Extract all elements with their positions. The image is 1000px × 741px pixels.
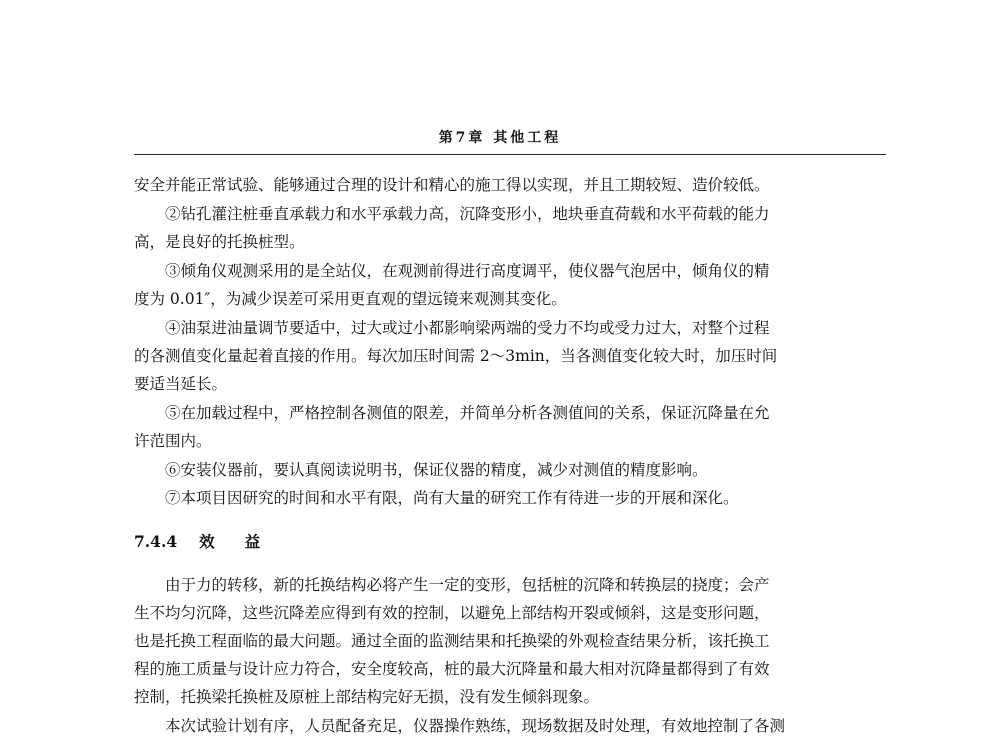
text-line: ④油泵进油量调节要适中，过大或过小都影响梁两端的受力不均或受力过大，对整个过程 xyxy=(165,319,770,337)
text-line: 高，是良好的托换桩型。 xyxy=(134,233,305,251)
text-line: ③倾角仪观测采用的是全站仪，在观测前得进行高度调平，使仪器气泡居中，倾角仪的精 xyxy=(165,262,770,280)
text-line: 本次试验计划有序，人员配备充足，仪器操作熟练，现场数据及时处理，有效地控制了各测 xyxy=(165,717,786,735)
section-heading xyxy=(134,527,290,556)
text-line: 也是托换工程面临的最大问题。通过全面的监测结果和托换梁的外观检查结果分析，该托换工 xyxy=(134,632,770,650)
text-line: 许范围内。 xyxy=(134,432,212,450)
text-line: 度为 0.01″，为减少误差可采用更直观的望远镜来观测其变化。 xyxy=(134,290,567,308)
text-line: ⑤在加载过程中，严格控制各测值的限差，并简单分析各测值间的关系，保证沉降量在允 xyxy=(165,404,770,422)
section-number: 7.4.4 xyxy=(134,532,178,551)
text-line: 的各测值变化量起着直接的作用。每次加压时间需 2～3min，当各测值变化较大时，加压时间 xyxy=(134,347,778,365)
text-line: ⑥安装仪器前，要认真阅读说明书，保证仪器的精度，减少对测值的精度影响。 xyxy=(165,461,708,479)
text-line: ⑦本项目因研究的时间和水平有限，尚有大量的研究工作有待进一步的开展和深化。 xyxy=(165,489,739,507)
text-line: 程的施工质量与设计应力符合，安全度较高，桩的最大沉降量和最大相对沉降量都得到了有效 xyxy=(134,660,770,678)
running-header: 第7章 其他工程 xyxy=(438,130,562,146)
text-line: 由于力的转移，新的托换结构必将产生一定的变形，包括桩的沉降和转换层的挠度；会产 xyxy=(165,576,770,594)
text-line: 安全并能正常试验、能够通过合理的设计和精心的施工得以实现，并且工期较短、造价较低。 xyxy=(134,176,770,194)
header-rule xyxy=(134,154,886,155)
text-line: 要适当延长。 xyxy=(134,375,228,393)
text-line: ②钻孔灌注桩垂直承载力和水平承载力高，沉降变形小，地块垂直荷载和水平荷载的能力 xyxy=(165,205,770,223)
section-title: 效益 xyxy=(199,532,291,551)
text-line: 生不均匀沉降，这些沉降差应得到有效的控制，以避免上部结构开裂或倾斜，这是变形问题， xyxy=(134,604,770,622)
text-line: 控制，托换梁托换桩及原桩上部结构完好无损，没有发生倾斜现象。 xyxy=(134,688,600,706)
